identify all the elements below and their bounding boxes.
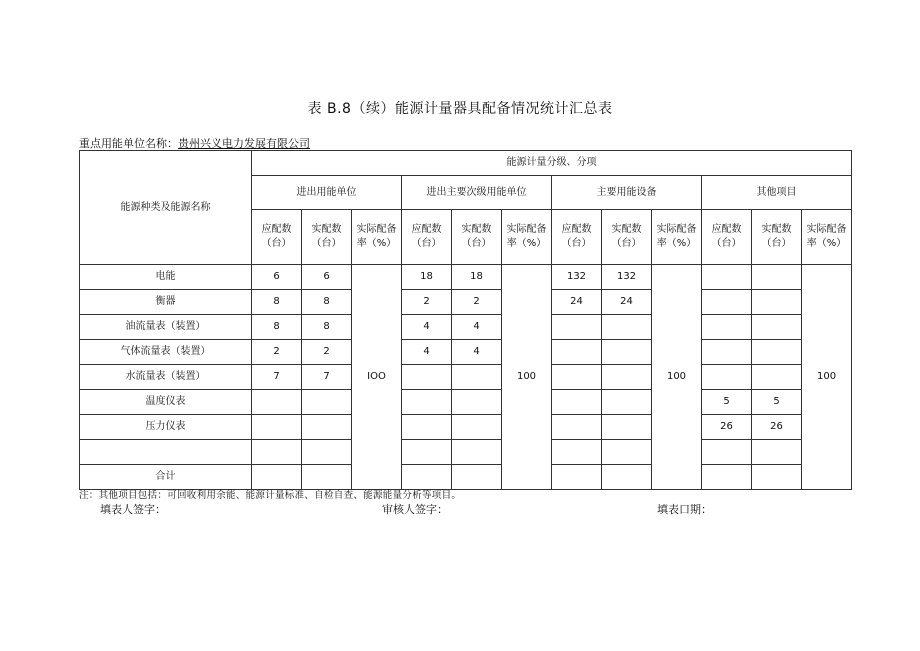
required-count-cell <box>702 315 752 340</box>
actual-count-header: 实配数（台） <box>752 210 802 265</box>
required-count-cell: 24 <box>552 290 602 315</box>
actual-count-header: 实配数（台） <box>302 210 352 265</box>
energy-name-cell: 油流量表（装置） <box>80 315 252 340</box>
required-count-cell <box>552 440 602 465</box>
table-row <box>80 315 852 340</box>
energy-name-cell: 衡器 <box>80 290 252 315</box>
required-count-cell <box>402 415 452 440</box>
required-count-cell: 4 <box>402 340 452 365</box>
group-header: 主要用能设备 <box>552 176 702 210</box>
reviewer-signature-label: 审核人签字： <box>382 503 448 516</box>
actual-count-cell: 5 <box>752 390 802 415</box>
energy-name-cell: 合计 <box>80 465 252 490</box>
unit-line <box>79 135 310 151</box>
energy-name-cell: 温度仪表 <box>80 390 252 415</box>
actual-count-cell: 26 <box>752 415 802 440</box>
required-count-header: 应配数（台） <box>252 210 302 265</box>
table-row <box>80 440 852 465</box>
actual-count-header: 实配数（台） <box>452 210 502 265</box>
rate-header: 实际配备率（%） <box>502 210 552 265</box>
equipment-statistics-table <box>79 150 852 490</box>
row-label-header: 能源种类及能源名称 <box>80 151 252 265</box>
required-count-cell: 26 <box>702 415 752 440</box>
group-header: 其他项目 <box>702 176 852 210</box>
actual-count-cell <box>752 465 802 490</box>
required-count-header: 应配数（台） <box>402 210 452 265</box>
actual-count-cell <box>452 365 502 390</box>
filler-signature-label: 填表人签字： <box>100 503 166 516</box>
unit-name: 贵州兴义电力发展有限公司 <box>178 137 310 150</box>
table-row <box>80 415 852 440</box>
actual-count-cell <box>452 465 502 490</box>
actual-count-cell <box>602 440 652 465</box>
required-count-cell <box>702 340 752 365</box>
actual-count-cell <box>752 290 802 315</box>
rate-header: 实际配备率（%） <box>352 210 402 265</box>
energy-name-cell <box>80 440 252 465</box>
table-row <box>80 390 852 415</box>
required-count-cell <box>402 440 452 465</box>
required-count-cell <box>252 415 302 440</box>
actual-count-cell <box>452 390 502 415</box>
actual-count-cell: 132 <box>602 265 652 290</box>
required-count-cell: 18 <box>402 265 452 290</box>
required-count-header: 应配数（台） <box>702 210 752 265</box>
actual-count-cell: 2 <box>452 290 502 315</box>
energy-name-cell: 水流量表（装置） <box>80 365 252 390</box>
required-count-cell: 2 <box>402 290 452 315</box>
required-count-cell <box>702 290 752 315</box>
actual-count-cell: 4 <box>452 340 502 365</box>
table-row <box>80 465 852 490</box>
rate-header: 实际配备率（%） <box>802 210 852 265</box>
required-count-cell <box>702 365 752 390</box>
required-count-cell: 8 <box>252 315 302 340</box>
rate-cell: 100 <box>802 265 852 490</box>
actual-count-cell <box>602 415 652 440</box>
page-title: 表 B.8（续）能源计量器具配备情况统计汇总表 <box>307 101 613 117</box>
actual-count-cell <box>752 265 802 290</box>
actual-count-cell <box>752 440 802 465</box>
actual-count-cell <box>302 465 352 490</box>
energy-name-cell: 电能 <box>80 265 252 290</box>
table-row <box>80 290 852 315</box>
required-count-cell <box>252 465 302 490</box>
required-count-cell: 8 <box>252 290 302 315</box>
rate-cell: 100 <box>502 265 552 490</box>
required-count-cell <box>552 315 602 340</box>
actual-count-cell <box>602 315 652 340</box>
unit-label: 重点用能单位名称： <box>79 137 178 150</box>
required-count-cell <box>402 390 452 415</box>
required-count-header: 应配数（台） <box>552 210 602 265</box>
actual-count-cell <box>452 440 502 465</box>
table-row <box>80 265 852 290</box>
required-count-cell <box>252 440 302 465</box>
table-row <box>80 365 852 390</box>
actual-count-cell <box>302 415 352 440</box>
table-row <box>80 340 852 365</box>
rate-cell: IOO <box>352 265 402 490</box>
required-count-cell <box>552 465 602 490</box>
actual-count-cell: 24 <box>602 290 652 315</box>
footnote: 注：其他项目包括：可回收利用余能、能源计量标准、自检自查、能源能量分析等项目。 <box>79 490 462 501</box>
required-count-cell: 7 <box>252 365 302 390</box>
actual-count-cell <box>302 440 352 465</box>
required-count-cell <box>702 265 752 290</box>
required-count-cell: 132 <box>552 265 602 290</box>
actual-count-cell <box>752 315 802 340</box>
actual-count-cell: 2 <box>302 340 352 365</box>
actual-count-cell: 8 <box>302 315 352 340</box>
energy-name-cell: 气体流量表（装置） <box>80 340 252 365</box>
actual-count-cell <box>602 340 652 365</box>
actual-count-cell: 18 <box>452 265 502 290</box>
actual-count-cell: 6 <box>302 265 352 290</box>
required-count-cell: 2 <box>252 340 302 365</box>
actual-count-cell <box>452 415 502 440</box>
actual-count-cell: 4 <box>452 315 502 340</box>
group-header: 进出用能单位 <box>252 176 402 210</box>
required-count-cell <box>402 365 452 390</box>
actual-count-cell <box>602 465 652 490</box>
actual-count-cell: 8 <box>302 290 352 315</box>
actual-count-cell <box>752 365 802 390</box>
date-label: 填表口期： <box>657 503 712 516</box>
required-count-cell: 4 <box>402 315 452 340</box>
required-count-cell <box>552 365 602 390</box>
required-count-cell <box>402 465 452 490</box>
actual-count-cell <box>302 390 352 415</box>
required-count-cell <box>702 465 752 490</box>
energy-name-cell: 压力仪表 <box>80 415 252 440</box>
actual-count-cell <box>752 340 802 365</box>
actual-count-cell: 7 <box>302 365 352 390</box>
actual-count-cell <box>602 390 652 415</box>
required-count-cell <box>702 440 752 465</box>
group-header: 进出主要次级用能单位 <box>402 176 552 210</box>
required-count-cell <box>552 390 602 415</box>
actual-count-header: 实配数（台） <box>602 210 652 265</box>
required-count-cell <box>252 390 302 415</box>
top-header: 能源计量分级、分项 <box>252 151 852 176</box>
required-count-cell: 6 <box>252 265 302 290</box>
required-count-cell <box>552 415 602 440</box>
rate-cell: 100 <box>652 265 702 490</box>
rate-header: 实际配备率（%） <box>652 210 702 265</box>
required-count-cell: 5 <box>702 390 752 415</box>
actual-count-cell <box>602 365 652 390</box>
required-count-cell <box>552 340 602 365</box>
